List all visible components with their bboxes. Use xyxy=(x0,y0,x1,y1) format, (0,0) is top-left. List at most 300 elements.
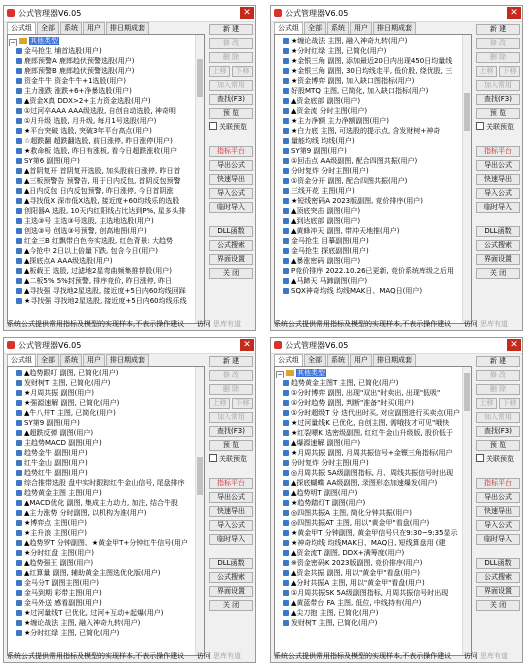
indicator-platform-button[interactable]: 指标平台 xyxy=(209,478,253,489)
dll-function-button[interactable]: DLL函数 xyxy=(209,558,253,569)
quick-export-button[interactable]: 快速导出 xyxy=(476,506,520,517)
move-up-button[interactable]: 上移 xyxy=(476,398,497,409)
tree-root-item[interactable] xyxy=(8,36,195,46)
formula-list-item[interactable] xyxy=(275,96,462,106)
temp-import-button[interactable]: 临时导入 xyxy=(476,202,520,213)
add-favorite-button[interactable]: 加入常用 xyxy=(476,80,520,91)
preview-button[interactable]: 预 览 xyxy=(209,108,253,119)
formula-label: ①月周共振SK 5A级副图指标, 月周共振信号时出现 xyxy=(291,589,449,597)
close-icon[interactable]: ✕ xyxy=(240,339,254,351)
formula-list-item[interactable] xyxy=(275,578,462,588)
indicator-platform-button[interactable]: 指标平台 xyxy=(476,478,520,489)
linked-preview-checkbox[interactable] xyxy=(209,122,253,133)
tab-formula-group[interactable]: 公式组 xyxy=(274,354,303,366)
preview-button[interactable]: 预 览 xyxy=(476,108,520,119)
formula-search-button[interactable]: 公式搜索 xyxy=(476,240,520,251)
formula-tree[interactable] xyxy=(274,34,472,324)
formula-search-button[interactable]: 公式搜索 xyxy=(476,572,520,583)
formula-list-item[interactable] xyxy=(8,186,195,196)
formula-list-item[interactable] xyxy=(8,166,195,176)
visit-link[interactable]: 访问 xyxy=(463,652,478,660)
formula-list-item[interactable] xyxy=(275,428,462,438)
formula-list-item[interactable] xyxy=(275,488,462,498)
formula-icon xyxy=(16,168,22,174)
checkbox-icon[interactable] xyxy=(209,122,217,130)
formula-list-item[interactable] xyxy=(275,136,462,146)
formula-icon xyxy=(16,610,22,616)
formula-list-item[interactable] xyxy=(8,266,195,276)
move-down-button[interactable]: 下移 xyxy=(499,66,520,77)
new-button[interactable]: 新 建 xyxy=(476,24,520,35)
formula-list-item[interactable] xyxy=(8,628,195,638)
quick-export-button[interactable]: 快速导出 xyxy=(209,174,253,185)
dll-function-button[interactable]: DLL函数 xyxy=(476,226,520,237)
formula-list-item[interactable] xyxy=(8,216,195,226)
formula-list-item[interactable] xyxy=(8,46,195,56)
formula-list-item[interactable] xyxy=(275,538,462,548)
collapse-icon[interactable]: − xyxy=(277,371,283,378)
formula-list-item[interactable] xyxy=(8,276,195,286)
formula-list-item[interactable] xyxy=(8,388,195,398)
find-button[interactable]: 查找(F3) xyxy=(476,426,520,437)
formula-label: 创阳器A 选股, 10天内红阳线占比达到P%, 星多头排 xyxy=(24,207,186,215)
dll-function-button[interactable]: DLL函数 xyxy=(209,226,253,237)
formula-list-item[interactable] xyxy=(8,518,195,528)
formula-label: ★月周共振 副图(用户) xyxy=(24,389,94,397)
tab-all[interactable]: 全部 xyxy=(37,22,59,34)
formula-list-item[interactable] xyxy=(275,618,462,628)
modify-button[interactable]: 修 改 xyxy=(209,38,253,49)
formula-list-item[interactable] xyxy=(8,488,195,498)
formula-list-item[interactable] xyxy=(8,438,195,448)
folder-icon xyxy=(19,38,27,44)
formula-icon xyxy=(283,288,289,294)
formula-search-button[interactable]: 公式搜索 xyxy=(209,572,253,583)
import-formula-button[interactable]: 导入公式 xyxy=(209,188,253,199)
move-down-button[interactable]: 下移 xyxy=(232,66,253,77)
tab-formula-group[interactable]: 公式组 xyxy=(7,354,36,366)
linked-preview-label: 关联预览 xyxy=(219,123,247,131)
tab-date-set[interactable]: 排日期成套 xyxy=(106,22,149,34)
dll-function-button[interactable]: DLL函数 xyxy=(476,558,520,569)
tab-all[interactable]: 全部 xyxy=(304,22,326,34)
formula-list-item[interactable] xyxy=(275,216,462,226)
formula-list-item[interactable] xyxy=(8,378,195,388)
formula-list-item[interactable] xyxy=(275,508,462,518)
linked-preview-checkbox[interactable] xyxy=(476,454,520,465)
temp-import-button[interactable]: 临时导入 xyxy=(209,534,253,545)
add-favorite-button[interactable]: 加入常用 xyxy=(476,412,520,423)
formula-icon xyxy=(283,460,289,466)
tab-user[interactable]: 用户 xyxy=(83,354,105,366)
quick-export-button[interactable]: 快速导出 xyxy=(476,174,520,185)
formula-list-item[interactable] xyxy=(8,146,195,156)
formula-list-item[interactable] xyxy=(8,468,195,478)
formula-list-item[interactable] xyxy=(275,408,462,418)
find-button[interactable]: 查找(F3) xyxy=(209,426,253,437)
formula-list-item[interactable] xyxy=(8,176,195,186)
import-formula-button[interactable]: 导入公式 xyxy=(476,188,520,199)
export-formula-button[interactable]: 导出公式 xyxy=(209,492,253,503)
formula-list-item[interactable] xyxy=(275,568,462,578)
formula-list-item[interactable] xyxy=(275,76,462,86)
add-favorite-button[interactable]: 加入常用 xyxy=(209,80,253,91)
formula-list-item[interactable] xyxy=(275,418,462,428)
tab-system[interactable]: 系统 xyxy=(327,22,349,34)
formula-list-item[interactable] xyxy=(8,116,195,126)
formula-icon xyxy=(16,530,22,536)
formula-icon xyxy=(283,118,289,124)
formula-label: SQX神奇均线 均线MAK日、MAQ日(用户) xyxy=(291,287,423,295)
formula-label: 三线开花 主图(用户) xyxy=(291,187,355,195)
import-formula-button[interactable]: 导入公式 xyxy=(209,520,253,531)
formula-list-item[interactable] xyxy=(8,558,195,568)
formula-list-item[interactable] xyxy=(8,126,195,136)
tab-bar xyxy=(274,22,417,34)
formula-list-item[interactable] xyxy=(8,256,195,266)
checkbox-icon[interactable] xyxy=(209,454,217,462)
modify-button[interactable]: 修 改 xyxy=(476,38,520,49)
formula-list-item[interactable] xyxy=(8,618,195,628)
new-button[interactable]: 新 建 xyxy=(209,356,253,367)
modify-button[interactable]: 修 改 xyxy=(209,370,253,381)
formula-icon xyxy=(283,590,289,596)
export-formula-button[interactable]: 导出公式 xyxy=(209,160,253,171)
formula-icon xyxy=(16,178,22,184)
formula-icon xyxy=(16,400,22,406)
formula-list-item[interactable] xyxy=(275,388,462,398)
formula-icon xyxy=(16,68,22,74)
formula-label: ▲寻找强 寻找地2星选股, 接近度+5日内60均线回踩 xyxy=(24,287,186,295)
formula-list-item[interactable] xyxy=(275,478,462,488)
formula-list-item[interactable] xyxy=(275,66,462,76)
formula-list-item[interactable] xyxy=(275,146,462,156)
formula-list-item[interactable] xyxy=(8,76,195,86)
formula-list xyxy=(8,36,195,306)
tab-formula-group[interactable]: 公式组 xyxy=(274,22,303,34)
close-icon[interactable]: ✕ xyxy=(507,7,521,19)
tree-scrollbar[interactable] xyxy=(462,367,471,655)
formula-icon xyxy=(283,580,289,586)
formula-icon xyxy=(283,510,289,516)
new-button[interactable]: 新 建 xyxy=(209,24,253,35)
spacer xyxy=(476,136,520,146)
status-text: 系统公式提供常用指标及模型的实现样本,不表示操作建议 xyxy=(274,652,452,660)
formula-list-item[interactable] xyxy=(8,498,195,508)
visit-link[interactable]: 访问 xyxy=(196,652,211,660)
formula-label: ▲首阴复开 首阴复开选股, 加头股前日涨停, 昨日首 xyxy=(24,167,181,175)
formula-icon xyxy=(16,580,22,586)
watermark-text: 思库有道 xyxy=(480,320,508,328)
interface-settings-button[interactable]: 界面设置 xyxy=(476,254,520,265)
formula-tree[interactable] xyxy=(7,366,205,656)
formula-list-item[interactable] xyxy=(275,498,462,508)
formula-list xyxy=(8,368,195,638)
formula-list-item[interactable] xyxy=(8,418,195,428)
formula-label: 红牛金山 副图(用户) xyxy=(24,459,88,467)
interface-settings-button[interactable]: 界面设置 xyxy=(209,586,253,597)
tab-date-set[interactable]: 排日期成套 xyxy=(373,22,416,34)
formula-list-item[interactable] xyxy=(8,66,195,76)
formula-tree[interactable] xyxy=(274,366,472,656)
export-formula-button[interactable]: 导出公式 xyxy=(476,492,520,503)
formula-list-item[interactable] xyxy=(8,236,195,246)
linked-preview-checkbox[interactable] xyxy=(209,454,253,465)
formula-icon xyxy=(283,500,289,506)
tab-all[interactable]: 全部 xyxy=(304,354,326,366)
formula-list-item[interactable] xyxy=(8,598,195,608)
tab-date-set[interactable]: 排日期成套 xyxy=(373,354,416,366)
formula-icon xyxy=(283,400,289,406)
add-favorite-button[interactable]: 加入常用 xyxy=(209,412,253,423)
formula-icon xyxy=(283,278,289,284)
formula-label: 趋势黄金主图 主图(用户) xyxy=(24,489,102,497)
formula-list-item[interactable] xyxy=(8,96,195,106)
formula-icon xyxy=(283,108,289,114)
formula-list-item[interactable] xyxy=(275,378,462,388)
formula-list-item[interactable] xyxy=(275,256,462,266)
import-formula-button[interactable]: 导入公式 xyxy=(476,520,520,531)
formula-list-item[interactable] xyxy=(275,598,462,608)
formula-list-item[interactable] xyxy=(8,548,195,558)
tab-user[interactable]: 用户 xyxy=(350,354,372,366)
formula-label: ★白力底 主图, 可选股的提示点, 含发财树+神奇 xyxy=(291,127,441,135)
formula-list-item[interactable] xyxy=(275,56,462,66)
formula-list-item[interactable] xyxy=(275,166,462,176)
move-buttons xyxy=(476,66,522,77)
formula-list-item[interactable] xyxy=(8,608,195,618)
formula-list-item[interactable] xyxy=(275,206,462,216)
collapse-icon[interactable]: − xyxy=(10,39,16,46)
formula-list-item[interactable] xyxy=(275,36,462,46)
find-button[interactable]: 查找(F3) xyxy=(209,94,253,105)
formula-list-item[interactable] xyxy=(8,368,195,378)
formula-list-item[interactable] xyxy=(275,286,462,296)
formula-list-item[interactable] xyxy=(275,588,462,598)
formula-search-button[interactable]: 公式搜索 xyxy=(209,240,253,251)
window-title: 公式管理器V6.05 xyxy=(285,9,349,18)
formula-list-item[interactable] xyxy=(275,528,462,538)
formula-list-item[interactable] xyxy=(275,196,462,206)
formula-label: 主选③号 主选③号选股, 主选地选股(用户) xyxy=(24,217,154,225)
delete-button[interactable]: 删 除 xyxy=(476,52,520,63)
tree-scrollbar[interactable] xyxy=(195,367,204,655)
formula-list-item[interactable] xyxy=(275,518,462,528)
formula-list-item[interactable] xyxy=(8,156,195,166)
formula-icon xyxy=(16,390,22,396)
formula-list-item[interactable] xyxy=(275,226,462,236)
formula-list-item[interactable] xyxy=(275,448,462,458)
formula-list-item[interactable] xyxy=(275,608,462,618)
status-link[interactable] xyxy=(464,651,508,661)
temp-import-button[interactable]: 临时导入 xyxy=(476,534,520,545)
indicator-platform-button[interactable]: 指标平台 xyxy=(476,146,520,157)
formula-list-item[interactable] xyxy=(275,246,462,256)
scrollbar-thumb[interactable] xyxy=(464,93,470,131)
formula-list-item[interactable] xyxy=(8,206,195,216)
interface-settings-button[interactable]: 界面设置 xyxy=(209,254,253,265)
move-down-button[interactable]: 下移 xyxy=(232,398,253,409)
find-button[interactable]: 查找(F3) xyxy=(476,94,520,105)
formula-list-item[interactable] xyxy=(8,588,195,598)
formula-label: 分时复炸 分时主图(用户) xyxy=(291,459,369,467)
close-icon[interactable]: ✕ xyxy=(240,7,254,19)
formula-manager-window-1 xyxy=(3,5,256,331)
formula-label: ▲资金X真 DDX>2+主力资金选股(用户) xyxy=(24,97,151,105)
formula-list-item[interactable] xyxy=(8,106,195,116)
formula-list-item[interactable] xyxy=(8,86,195,96)
formula-list-item[interactable] xyxy=(275,156,462,166)
move-up-button[interactable]: 上移 xyxy=(209,66,230,77)
formula-list-item[interactable] xyxy=(8,296,195,306)
formula-icon xyxy=(283,620,289,626)
tab-system[interactable]: 系统 xyxy=(60,22,82,34)
tab-system[interactable]: 系统 xyxy=(327,354,349,366)
formula-list-item[interactable] xyxy=(275,548,462,558)
formula-label: SY第9 副图(用户) xyxy=(24,419,80,427)
formula-label: 量能均线 均线(用户) xyxy=(291,137,355,145)
formula-list-item[interactable] xyxy=(275,46,462,56)
formula-list-item[interactable] xyxy=(8,428,195,438)
formula-tree[interactable] xyxy=(7,34,205,324)
formula-label: ▲趋势强王 副图(用户) xyxy=(24,559,94,567)
visit-link[interactable]: 访问 xyxy=(463,320,478,328)
new-button[interactable]: 新 建 xyxy=(476,356,520,367)
scrollbar-thumb[interactable] xyxy=(197,457,203,495)
temp-import-button[interactable]: 临时导入 xyxy=(209,202,253,213)
formula-list-item[interactable] xyxy=(8,568,195,578)
formula-list-item[interactable] xyxy=(8,578,195,588)
formula-list-item[interactable] xyxy=(275,116,462,126)
linked-preview-checkbox[interactable] xyxy=(476,122,520,133)
formula-list-item[interactable] xyxy=(8,286,195,296)
move-down-button[interactable]: 下移 xyxy=(499,398,520,409)
tab-user[interactable]: 用户 xyxy=(350,22,372,34)
formula-list-item[interactable] xyxy=(275,176,462,186)
delete-button[interactable]: 删 除 xyxy=(209,384,253,395)
delete-button[interactable]: 删 除 xyxy=(209,52,253,63)
close-icon[interactable]: ✕ xyxy=(507,339,521,351)
formula-list-item[interactable] xyxy=(8,226,195,236)
formula-label: 发财树T 主图, 已简化(用户) xyxy=(291,619,378,627)
move-up-button[interactable]: 上移 xyxy=(476,66,497,77)
formula-label: ★过河量线T 已优化, 过河+互动+起爆(用户) xyxy=(24,609,164,617)
formula-list-item[interactable] xyxy=(8,136,195,146)
status-link[interactable] xyxy=(197,651,241,661)
formula-list-item[interactable] xyxy=(8,458,195,468)
tree-root-item[interactable] xyxy=(275,368,462,378)
preview-button[interactable]: 预 览 xyxy=(209,440,253,451)
formula-icon xyxy=(16,470,22,476)
linked-preview-label: 关联预览 xyxy=(486,123,514,131)
formula-label: ★寻找强 寻找地2星选股, 接近度+5日内60均线乐线 xyxy=(24,297,187,305)
close-button[interactable]: 关 闭 xyxy=(476,268,520,279)
formula-list-item[interactable] xyxy=(8,56,195,66)
formula-list-item[interactable] xyxy=(8,528,195,538)
tab-date-set[interactable]: 排日期成套 xyxy=(106,354,149,366)
formula-list-item[interactable] xyxy=(275,468,462,478)
formula-list-item[interactable] xyxy=(8,508,195,518)
formula-list-item[interactable] xyxy=(275,558,462,568)
status-link[interactable] xyxy=(197,319,241,329)
move-buttons xyxy=(476,398,522,409)
formula-list-item[interactable] xyxy=(8,448,195,458)
scrollbar-thumb[interactable] xyxy=(197,59,203,97)
formula-icon xyxy=(283,48,289,54)
formula-list-item[interactable] xyxy=(275,236,462,246)
formula-manager-window-2 xyxy=(270,5,523,331)
preview-button[interactable]: 预 览 xyxy=(476,440,520,451)
formula-list-item[interactable] xyxy=(8,478,195,488)
formula-list-item[interactable] xyxy=(8,196,195,206)
spacer xyxy=(476,548,520,558)
formula-icon xyxy=(16,600,22,606)
delete-button[interactable]: 删 除 xyxy=(476,384,520,395)
close-button[interactable]: 关 闭 xyxy=(476,600,520,611)
formula-label: ★救命板 选股, 昨日有涨板, 看今日超跌涨收(用户 xyxy=(24,147,178,155)
formula-list-item[interactable] xyxy=(275,266,462,276)
formula-list-item[interactable] xyxy=(275,276,462,286)
formula-label: ▲趋势明T 副图(用户) xyxy=(291,489,358,497)
tab-system[interactable]: 系统 xyxy=(60,354,82,366)
tree-scrollbar[interactable] xyxy=(462,35,471,323)
status-link[interactable] xyxy=(464,319,508,329)
formula-label: ★强源速解 副图, 已简化(用户) xyxy=(24,399,120,407)
formula-icon xyxy=(16,198,22,204)
close-button[interactable]: 关 闭 xyxy=(209,600,253,611)
formula-label: ▲尖刀抱 主图, 已简化(用户) xyxy=(291,609,379,617)
formula-icon xyxy=(16,540,22,546)
formula-list-item[interactable] xyxy=(8,246,195,256)
formula-list-item[interactable] xyxy=(8,538,195,548)
move-up-button[interactable]: 上移 xyxy=(209,398,230,409)
tab-all[interactable]: 全部 xyxy=(37,354,59,366)
checkbox-icon[interactable] xyxy=(476,122,484,130)
formula-label: ※资金密码K 2023版副图, 竞价排序(用户) xyxy=(291,559,423,567)
tree-scrollbar[interactable] xyxy=(195,35,204,323)
formula-list-item[interactable] xyxy=(8,408,195,418)
formula-list-item[interactable] xyxy=(8,398,195,408)
formula-list-item[interactable] xyxy=(275,106,462,116)
quick-export-button[interactable]: 快速导出 xyxy=(209,506,253,517)
spacer xyxy=(209,468,253,478)
formula-label: ★过河量线K 已优化, 自创主图, 需哦技才可见"哦快 xyxy=(291,419,450,427)
export-formula-button[interactable]: 导出公式 xyxy=(476,160,520,171)
checkbox-icon[interactable] xyxy=(476,454,484,462)
formula-list-item[interactable] xyxy=(275,186,462,196)
formula-list-item[interactable] xyxy=(275,126,462,136)
formula-label: 主力涨跌 涨跌+6+净暴选股(用户) xyxy=(24,87,132,95)
interface-settings-button[interactable]: 界面设置 xyxy=(476,586,520,597)
formula-label: ★分时红绿 主图, 已简化(用户) xyxy=(291,47,387,55)
tab-formula-group[interactable]: 公式组 xyxy=(7,22,36,34)
formula-label: ★金银三角 副图, 添加最近20日内出现450日均量线 xyxy=(291,57,453,65)
indicator-platform-button[interactable]: 指标平台 xyxy=(209,146,253,157)
formula-list-item[interactable] xyxy=(275,86,462,96)
tab-user[interactable]: 用户 xyxy=(83,22,105,34)
close-button[interactable]: 关 闭 xyxy=(209,268,253,279)
formula-list-item[interactable] xyxy=(275,458,462,468)
spacer xyxy=(476,468,520,478)
scrollbar-thumb[interactable] xyxy=(464,373,470,411)
visit-link[interactable]: 访问 xyxy=(196,320,211,328)
formula-label: ①月升级 选股, 月升级, 每月1号选股(用户) xyxy=(24,117,157,125)
formula-icon xyxy=(283,540,289,546)
formula-icon xyxy=(16,288,22,294)
modify-button[interactable]: 修 改 xyxy=(476,370,520,381)
formula-list-item[interactable] xyxy=(275,438,462,448)
formula-list-item[interactable] xyxy=(275,398,462,408)
